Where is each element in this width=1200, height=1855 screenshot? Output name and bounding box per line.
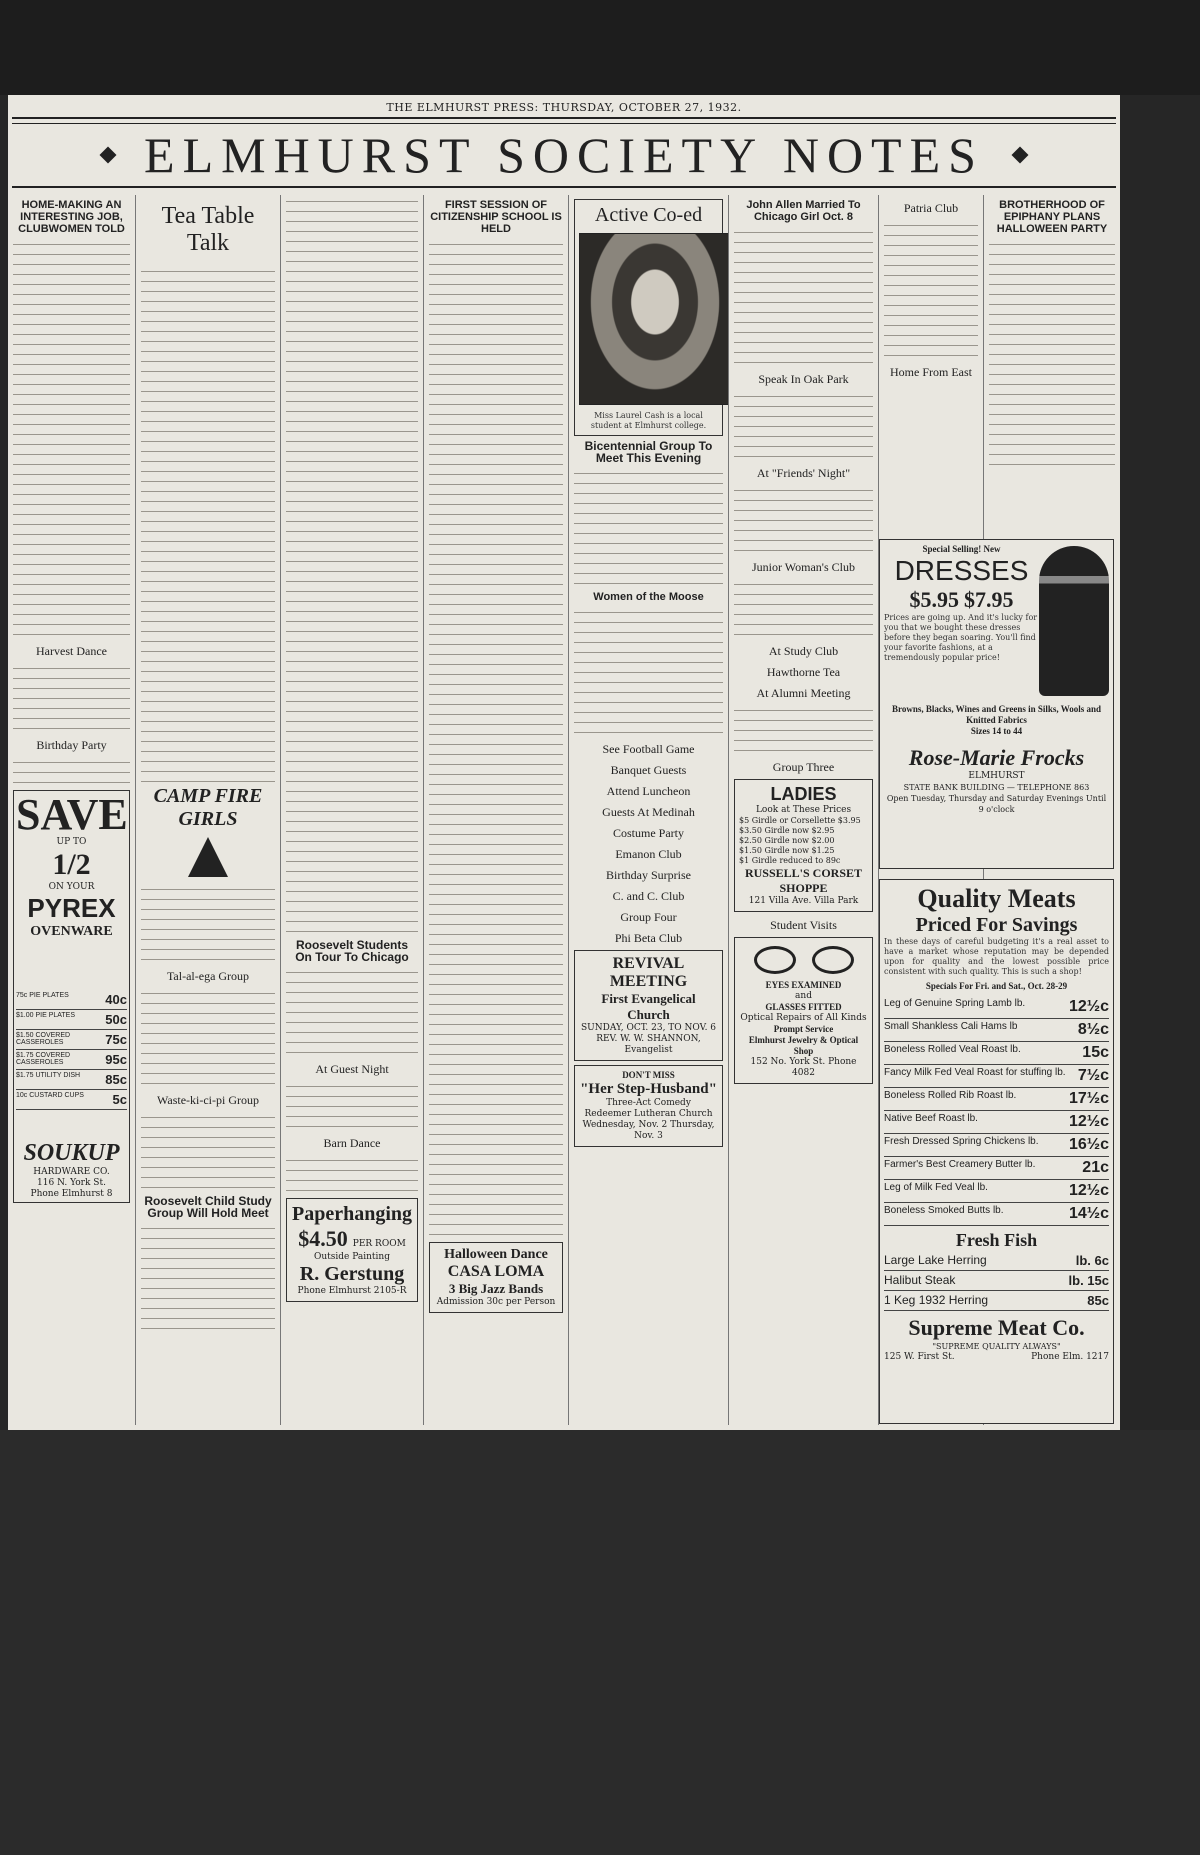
subhead-roosevelt-child-study: Roosevelt Child Study Group Will Hold Meet (144, 1194, 272, 1220)
corset-price-line: $1 Girdle reduced to 89c (739, 856, 841, 865)
play-title: "Her Step-Husband" (580, 1081, 717, 1097)
dress-loc: ELMHURST (968, 771, 1025, 781)
corset-ad (734, 779, 873, 912)
subhead-bicentennial: Bicentennial Group To Meet This Evening (584, 439, 713, 465)
subhead-tal-al-ega: Tal-al-ega Group (166, 969, 250, 983)
corset-price-line: $2.50 Girdle now $2.00 (739, 836, 835, 845)
dress-sizes: Sizes 14 to 44 (970, 726, 1023, 736)
meat-item-label: Leg of Milk Fed Veal lb. (884, 1182, 988, 1193)
meat-item-price: 8½c (1077, 1021, 1109, 1038)
pyrex-price-list (16, 990, 127, 1110)
play-ad (574, 1065, 723, 1147)
halloween-dance-ad (429, 1242, 563, 1313)
dress-hours: Open Tuesday, Thursday and Saturday Evenings Until 9 o'clock (886, 794, 1107, 814)
corset-price-line: $5 Girdle or Corsellette $3.95 (739, 816, 861, 825)
masthead-title: ELMHURST SOCIETY NOTES (144, 127, 984, 183)
meat-item-price: 12½c (1068, 998, 1109, 1015)
play-dates: Wednesday, Nov. 2 Thursday, Nov. 3 (582, 1120, 715, 1141)
subhead-luncheon: Attend Luncheon (606, 784, 691, 798)
dress-ad (879, 539, 1114, 869)
meat-item-label: Fancy Milk Fed Veal Roast for stuffing lb. (884, 1067, 1066, 1078)
meat-item (884, 1042, 1109, 1065)
meat-phone: Phone Elm. 1217 (1031, 1352, 1109, 1362)
fish-item (884, 1251, 1109, 1271)
column-1 (8, 195, 136, 1425)
meat-copy: In these days of careful budgeting it's a real asset to have a market whose reputation may be depended upon for quality and the lowest possible price consistent with such quality. This is such a shop! (884, 937, 1109, 976)
corset-store: RUSSELL'S CORSET SHOPPE (744, 866, 863, 895)
headline-homemaking: HOME-MAKING AN INTERESTING JOB, CLUBWOMEN TOLD (18, 199, 125, 235)
corset-price-list (739, 816, 868, 866)
subhead-banquet: Banquet Guests (610, 763, 687, 777)
play-place: Redeemer Lutheran Church (584, 1109, 713, 1119)
diamond-ornament-left (100, 147, 117, 164)
camp-fire-logo-text: CAMP FIRE GIRLS (153, 785, 263, 830)
meat-store: Supreme Meat Co. (908, 1315, 1085, 1340)
meat-price-list (884, 996, 1109, 1226)
meat-footer (884, 1352, 1109, 1363)
meat-item (884, 1203, 1109, 1226)
paperhanging-ad (286, 1198, 418, 1302)
body-text (734, 704, 873, 754)
pyrex-item (16, 1010, 127, 1030)
body-text (13, 662, 130, 732)
pyrex-item (16, 990, 127, 1010)
ad-store-name: SOUKUP (23, 1140, 120, 1166)
optical-ad (734, 937, 873, 1084)
meat-item-label: Farmer's Best Creamery Butter lb. (884, 1159, 1036, 1170)
subhead-birthday-party: Birthday Party (36, 738, 107, 752)
dress-copy: Prices are going up. And it's lucky for you that we bought these dresses before they began soaring. You'll find your favorite fashions, at a tremendously popular price! (884, 613, 1038, 662)
meat-item (884, 1134, 1109, 1157)
meat-item-label: Native Beef Roast lb. (884, 1113, 978, 1124)
subhead-patria-club: Patria Club (903, 201, 959, 215)
subhead-c-and-c: C. and C. Club (612, 889, 685, 903)
meat-item (884, 1111, 1109, 1134)
meat-item (884, 1180, 1109, 1203)
meat-item (884, 1019, 1109, 1042)
body-text (141, 987, 275, 1087)
ad-store-phone: Phone Elmhurst 8 (30, 1189, 113, 1199)
body-text (141, 883, 275, 963)
active-coed-box (574, 199, 723, 436)
subhead-medinah: Guests At Medinah (602, 805, 695, 819)
meat-item (884, 996, 1109, 1019)
body-text (884, 219, 978, 359)
meat-item-label: Boneless Rolled Rib Roast lb. (884, 1090, 1017, 1101)
meat-item-price: 7½c (1077, 1067, 1109, 1084)
fish-item-label: Halibut Steak (884, 1273, 956, 1287)
fish-item-label: Large Lake Herring (884, 1253, 987, 1267)
top-rule (12, 117, 1116, 119)
subhead-friends-night: At "Friends' Night" (756, 466, 851, 480)
subhead-harvest-dance: Harvest Dance (36, 644, 107, 658)
meat-item-price: 21c (1082, 1159, 1109, 1176)
paper-unit: PER ROOM (352, 1239, 406, 1249)
pyrex-item-price: 50c (105, 1012, 127, 1027)
meat-item-label: Boneless Rolled Veal Roast lb. (884, 1044, 1021, 1055)
pyrex-item-label: $1.50 COVERED CASSEROLES (16, 1032, 71, 1046)
fish-item (884, 1271, 1109, 1291)
dance-place: CASA LOMA (447, 1263, 545, 1280)
dance-title: Halloween Dance (444, 1247, 548, 1262)
meat-item-label: Leg of Genuine Spring Lamb lb. (884, 998, 1026, 1009)
meat-item (884, 1157, 1109, 1180)
diamond-ornament-right (1011, 147, 1028, 164)
pyrex-item-price: 85c (105, 1072, 127, 1087)
campfire-icon (188, 837, 228, 877)
fish-item-price: lb. 6c (1075, 1253, 1109, 1268)
jeweler-name: Elmhurst Jewelry & Optical Shop (748, 1035, 859, 1056)
scan-bottom-edge (0, 1430, 1200, 1855)
fish-price-list (884, 1251, 1109, 1311)
meat-item-label: Small Shankless Cali Hams lb (884, 1021, 1018, 1032)
pyrex-item-price: 40c (105, 992, 127, 1007)
body-text (574, 467, 723, 587)
ad-upto: UP TO (56, 837, 87, 847)
body-text (574, 606, 723, 736)
play-sub: Three-Act Comedy (606, 1098, 691, 1108)
body-text (286, 1154, 418, 1194)
meat-item-price: 17½c (1068, 1090, 1109, 1107)
headline-citizenship: FIRST SESSION OF CITIZENSHIP SCHOOL IS HELD (430, 199, 562, 235)
dance-admission: Admission 30c per Person (436, 1297, 556, 1307)
subhead-emanon: Emanon Club (615, 847, 682, 861)
paper-name: R. Gerstung (299, 1263, 405, 1285)
woman-illustration (1039, 546, 1109, 696)
play-dont-miss: DON'T MISS (622, 1070, 675, 1080)
dress-bldg: STATE BANK BUILDING — TELEPHONE 863 (903, 783, 1090, 792)
eyes-line4: Optical Repairs of All Kinds (740, 1013, 867, 1023)
eyes-line2: and (795, 991, 812, 1001)
pyrex-item-price: 95c (105, 1052, 127, 1067)
fish-item-label: 1 Keg 1932 Herring (884, 1293, 989, 1307)
fish-item-price: 85c (1087, 1293, 1109, 1308)
jeweler-address: 152 No. York St. Phone 4082 (750, 1057, 857, 1078)
body-text (13, 756, 130, 786)
pyrex-item-label: $1.75 UTILITY DISH (16, 1072, 81, 1079)
folio-line: THE ELMHURST PRESS: THURSDAY, OCTOBER 27, 1932. (386, 101, 742, 114)
revival-ad (574, 950, 723, 1061)
meat-address: 125 W. First St. (884, 1352, 955, 1362)
pyrex-item-label: 75c PIE PLATES (16, 992, 69, 999)
subhead-home-from-east: Home From East (890, 365, 972, 379)
meat-item (884, 1088, 1109, 1111)
subhead-group-three: Group Three (772, 760, 835, 774)
paper-phone: Phone Elmhurst 2105-R (297, 1286, 407, 1296)
pyrex-item (16, 1070, 127, 1090)
subhead-group-four: Group Four (620, 910, 677, 924)
body-text (734, 226, 873, 366)
revival-church: First Evangelical Church (601, 991, 696, 1022)
newspaper-page (8, 95, 1120, 1430)
dress-price-2: $7.95 (964, 587, 1014, 612)
body-text (286, 966, 418, 1056)
headline-tea-table: Tea Table Talk (161, 203, 255, 256)
headline-brotherhood: BROTHERHOOD OF EPIPHANY PLANS HALLOWEEN PARTY (996, 199, 1108, 235)
scan-top-edge (0, 0, 1200, 95)
column-4 (424, 195, 569, 1425)
fish-item (884, 1291, 1109, 1311)
meat-motto: "SUPREME QUALITY ALWAYS" (932, 1342, 1061, 1351)
dress-title: DRESSES (894, 555, 1029, 586)
body-text (141, 1222, 275, 1332)
meat-item-price: 12½c (1068, 1113, 1109, 1130)
ad-pyrex: PYREX (27, 893, 116, 923)
pyrex-ad (13, 790, 130, 1203)
body-text (734, 578, 873, 638)
column-6 (729, 195, 879, 1425)
meat-item-price: 16½c (1068, 1136, 1109, 1153)
meat-sub: Priced For Savings (915, 914, 1078, 936)
body-text (286, 195, 418, 935)
eyeglasses-icon (754, 946, 854, 976)
masthead-banner (12, 123, 1116, 188)
pyrex-item (16, 1090, 127, 1110)
fish-item-price: lb. 15c (1068, 1273, 1109, 1288)
eyes-line3: GLASSES FITTED (765, 1002, 842, 1012)
subhead-study-club: At Study Club (768, 644, 839, 658)
body-text (141, 265, 275, 785)
pyrex-item (16, 1050, 127, 1070)
column-3 (281, 195, 424, 1425)
meat-item-label: Boneless Smoked Butts lb. (884, 1205, 1004, 1216)
subhead-phi-beta: Phi Beta Club (614, 931, 683, 945)
dress-price-1: $5.95 (909, 587, 959, 612)
corset-address: 121 Villa Ave. Villa Park (748, 896, 859, 906)
fish-title: Fresh Fish (955, 1230, 1038, 1250)
eyes-line1: EYES EXAMINED (765, 980, 842, 990)
column-2 (136, 195, 281, 1425)
meat-item-price: 15c (1082, 1044, 1109, 1061)
dress-head: Special Selling! New (922, 544, 1001, 554)
paper-outside: Outside Painting (314, 1252, 390, 1262)
body-text (141, 1111, 275, 1191)
ladies-sub: Look at These Prices (755, 805, 852, 815)
dress-colors: Browns, Blacks, Wines and Greens in Silks, Wools and Knitted Fabrics (892, 704, 1101, 725)
paper-title: Paperhanging (291, 1203, 413, 1225)
corset-price-line: $3.50 Girdle now $2.95 (739, 826, 835, 835)
revival-title: REVIVAL MEETING (609, 955, 688, 990)
meat-item-price: 12½c (1068, 1182, 1109, 1199)
subhead-oak-park: Speak In Oak Park (758, 372, 849, 386)
headline-active-coed: Active Co-ed (594, 204, 703, 226)
meat-item (884, 1065, 1109, 1088)
dress-store: Rose-Marie Frocks (908, 745, 1085, 770)
subhead-waste-ki-ci-pi: Waste-ki-ci-pi Group (157, 1093, 259, 1107)
meat-item-label: Fresh Dressed Spring Chickens lb. (884, 1136, 1039, 1147)
subhead-alumni: At Alumni Meeting (756, 686, 851, 700)
ladies-title: LADIES (770, 784, 837, 804)
corset-price-line: $1.50 Girdle now $1.25 (739, 846, 835, 855)
ad-on-your: ON YOUR (48, 882, 95, 892)
body-text (734, 390, 873, 460)
pyrex-item (16, 1030, 127, 1050)
subhead-guest-night: At Guest Night (315, 1062, 389, 1076)
revival-dates: SUNDAY, OCT. 23, TO NOV. 6 (580, 1023, 717, 1033)
subhead-junior-womans: Junior Woman's Club (752, 560, 855, 574)
body-text (429, 238, 563, 1238)
meat-ad (879, 879, 1114, 1424)
ad-store-sub: HARDWARE CO. (33, 1167, 110, 1177)
body-text (13, 238, 130, 638)
subhead-student-visits: Student Visits (770, 918, 837, 932)
subhead-birthday-surprise: Birthday Surprise (606, 868, 691, 882)
meat-specials: Specials For Fri. and Sat., Oct. 28-29 (925, 981, 1068, 991)
photo-caption: Miss Laurel Cash is a local student at Elmhurst college. (590, 411, 707, 430)
subhead-roosevelt-students: Roosevelt Students On Tour To Chicago (295, 938, 409, 964)
subhead-costume: Costume Party (613, 826, 684, 840)
ad-store-address: 116 N. York St. (37, 1178, 106, 1188)
revival-evangelist: REV. W. W. SHANNON, Evangelist (596, 1034, 701, 1055)
meat-item-price: 14½c (1068, 1205, 1109, 1222)
headline-john-allen: John Allen Married To Chicago Girl Oct. 8 (746, 199, 861, 223)
pyrex-item-label: $1.75 COVERED CASSEROLES (16, 1052, 71, 1066)
body-text (989, 238, 1115, 468)
pyrex-item-label: $1.00 PIE PLATES (16, 1012, 76, 1019)
subhead-hawthorne: Hawthorne Tea (766, 665, 841, 679)
pyrex-item-price: 75c (105, 1032, 127, 1047)
body-text (734, 484, 873, 554)
ad-half: 1/2 (52, 848, 91, 881)
pyrex-item-label: 10c CUSTARD CUPS (16, 1092, 84, 1099)
ad-save: SAVE (16, 790, 128, 839)
subhead-barn-dance: Barn Dance (323, 1136, 381, 1150)
ad-ovenware: OVENWARE (30, 924, 113, 939)
dance-jazz: 3 Big Jazz Bands (448, 1281, 544, 1296)
subhead-women-moose: Women of the Moose (593, 591, 704, 603)
body-text (286, 1080, 418, 1130)
meat-title: Quality Meats (917, 884, 1076, 913)
subhead-football: See Football Game (602, 742, 695, 756)
portrait-photo (579, 233, 729, 405)
eyes-line5: Prompt Service (773, 1024, 834, 1034)
column-5 (569, 195, 729, 1425)
pyrex-item-price: 5c (112, 1092, 127, 1107)
paper-price: $4.50 (298, 1226, 348, 1251)
